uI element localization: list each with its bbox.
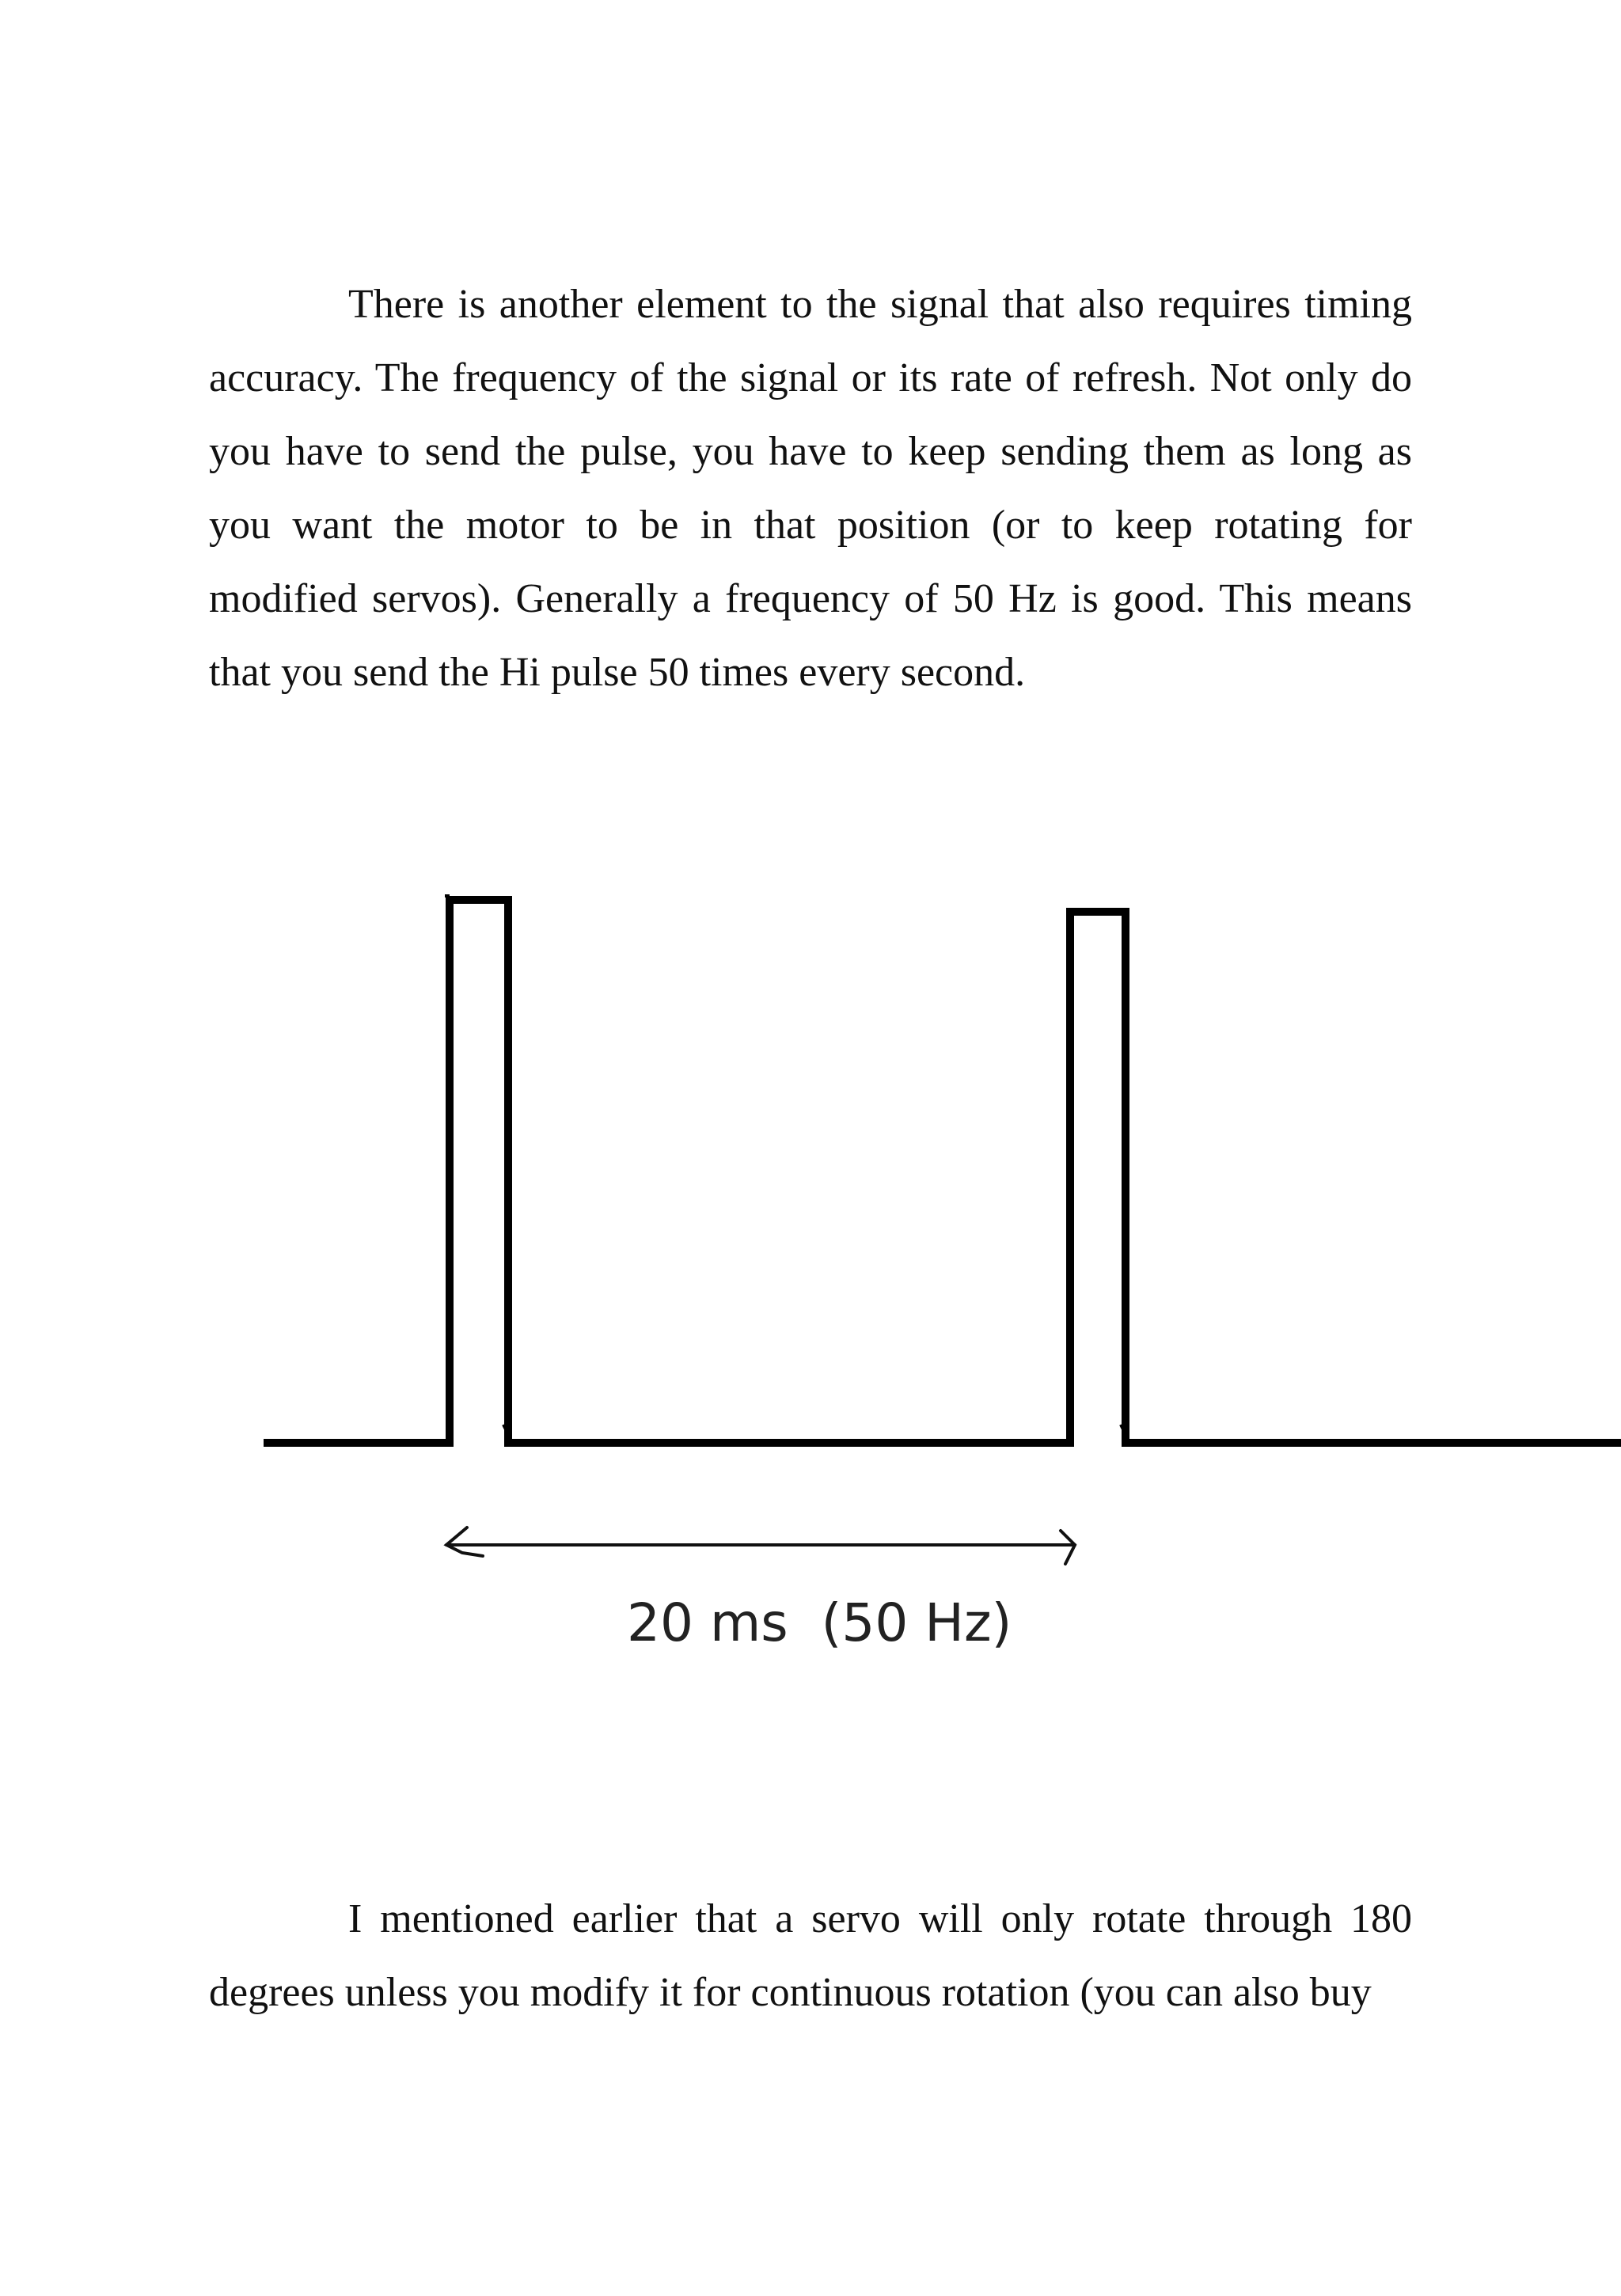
period-arrow-left-head [446,1528,483,1556]
paragraph-servo-rotation: I mentioned earlier that a servo will only rotate through 180 degrees unless you modify it for continuous rotation (you can also buy [209,1896,1412,2015]
pulse-waveform [264,900,1621,1443]
period-arrow-right-head [1061,1531,1075,1564]
period-label: 20 ms (50 Hz) [627,1592,1012,1653]
paragraph-signal-frequency: There is another element to the signal that also requires timing accuracy. The frequency of the signal or its rate of refresh. Not only do you have to send the pulse, you have to keep sending them as long as you want the motor to be in that position (or to keep rotating for modified servos). Generally a frequency of 50 Hz is good. This means that you send the Hi pulse 50 times every second. [209,282,1412,695]
period-arrow [446,1528,1075,1564]
